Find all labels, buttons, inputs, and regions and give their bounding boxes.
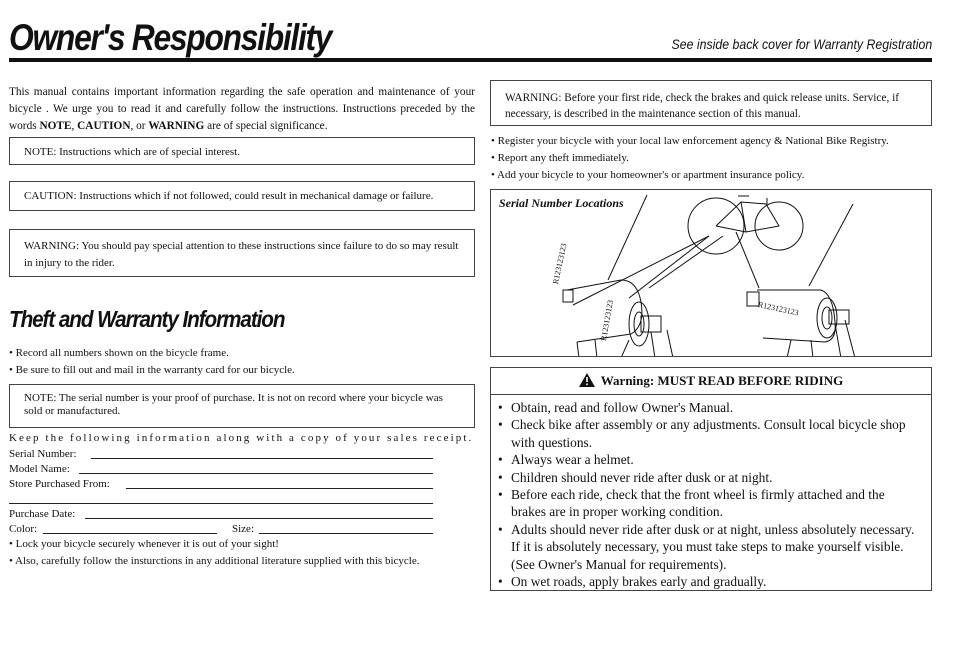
title-rule [9, 58, 932, 62]
list-item: • Obtain, read and follow Owner's Manual. [511, 399, 917, 416]
list-item: • On wet roads, apply brakes early and gradually. [511, 573, 917, 590]
list-item: • Children should never ride after dusk or at night. [511, 469, 917, 486]
list-item: • Report any theft immediately. [491, 150, 889, 167]
size-field[interactable] [259, 533, 433, 534]
list-item: • Lock your bicycle securely whenever it is out of your sight! [9, 536, 419, 553]
serial-note-box: NOTE: The serial number is your proof of purchase. It is not on record where your bicycle was sold or manufactured. [9, 384, 475, 428]
must-read-heading [491, 368, 931, 395]
list-item: • Always wear a helmet. [511, 451, 917, 468]
list-item: • Add your bicycle to your homeowner's or apartment insurance policy. [491, 167, 889, 184]
model-name-field[interactable] [79, 473, 433, 474]
store-label: Store Purchased From: [9, 478, 110, 490]
intro-text-2: are of special significance. [204, 120, 328, 132]
intro-caution-word: CAUTION [77, 120, 131, 132]
serial-label-c: R123123123 [757, 300, 800, 318]
must-read-list [491, 399, 931, 590]
serial-number-figure [490, 189, 932, 357]
must-read-warning-box [490, 367, 932, 591]
purchase-date-label: Purchase Date: [9, 508, 76, 520]
purchase-date-field[interactable] [85, 518, 433, 519]
lock-bullets [9, 536, 419, 570]
color-label: Color: [9, 523, 38, 535]
list-item: • Also, carefully follow the insturctions in any additional literature supplied with this bicycle. [9, 553, 419, 570]
color-field[interactable] [43, 533, 217, 534]
store-field[interactable] [126, 488, 433, 489]
intro-paragraph [9, 84, 475, 135]
size-label: Size: [232, 523, 254, 535]
warranty-registration-note: See inside back cover for Warranty Registration [671, 36, 932, 52]
serial-label-b: R123123123 [599, 299, 616, 342]
caution-box: CAUTION: Instructions which if not followed, could result in mechanical damage or failure. [9, 181, 475, 211]
list-item: • Register your bicycle with your local law enforcement agency & National Bike Registry. [491, 133, 889, 150]
first-ride-warning-box: WARNING: Before your first ride, check the brakes and quick release units. Service, if necessary, is described in the maintenance section of this manual. [490, 80, 932, 126]
serial-number-field[interactable] [91, 458, 433, 459]
list-item: • Before each ride, check that the front wheel is firmly attached and the brakes are in proper working condition. [511, 486, 917, 521]
figure-title: Serial Number Locations [499, 196, 624, 210]
keep-info-text: Keep the following information along with a copy of your sales receipt. [9, 432, 474, 444]
model-name-label: Model Name: [9, 463, 70, 475]
note-box: NOTE: Instructions which are of special interest. [9, 137, 475, 165]
list-item: • Record all numbers shown on the bicycle frame. [9, 345, 295, 362]
serial-number-label: Serial Number: [9, 448, 77, 460]
intro-sep-1: , [71, 120, 78, 132]
page-title: Owner's Responsibility [9, 17, 332, 58]
serial-label-a: R123123123 [551, 242, 569, 285]
warning-box: WARNING: You should pay special attention to these instructions since failure to do so may result in injury to the rider. [9, 229, 475, 277]
intro-text-1: This manual contains important information regarding the safe operation and maintenance of your bicycle . We urge you to read it and carefully follow the instructions. Instructions preceded by the words [9, 86, 475, 132]
theft-heading: Theft and Warranty Information [9, 306, 285, 332]
list-item: • Adults should never ride after dusk or at night, unless absolutely necessary. If it is absolutely necessary, you must take steps to make yourself visible. (See Owner's Manual for requirements). [511, 521, 917, 573]
list-item: • Be sure to fill out and mail in the warranty card for our bicycle. [9, 362, 295, 379]
theft-bullets [9, 345, 295, 379]
registration-bullets [491, 133, 889, 184]
intro-sep-2: , or [130, 120, 149, 132]
store-field-line-2[interactable] [9, 503, 433, 504]
list-item: • Check bike after assembly or any adjustments. Consult local bicycle shop with questions. [511, 416, 917, 451]
intro-warning-word: WARNING [148, 120, 205, 132]
must-read-heading-text: Warning: MUST READ BEFORE RIDING [600, 373, 844, 388]
intro-note-word: NOTE [39, 120, 72, 132]
warning-triangle-icon [579, 370, 595, 396]
